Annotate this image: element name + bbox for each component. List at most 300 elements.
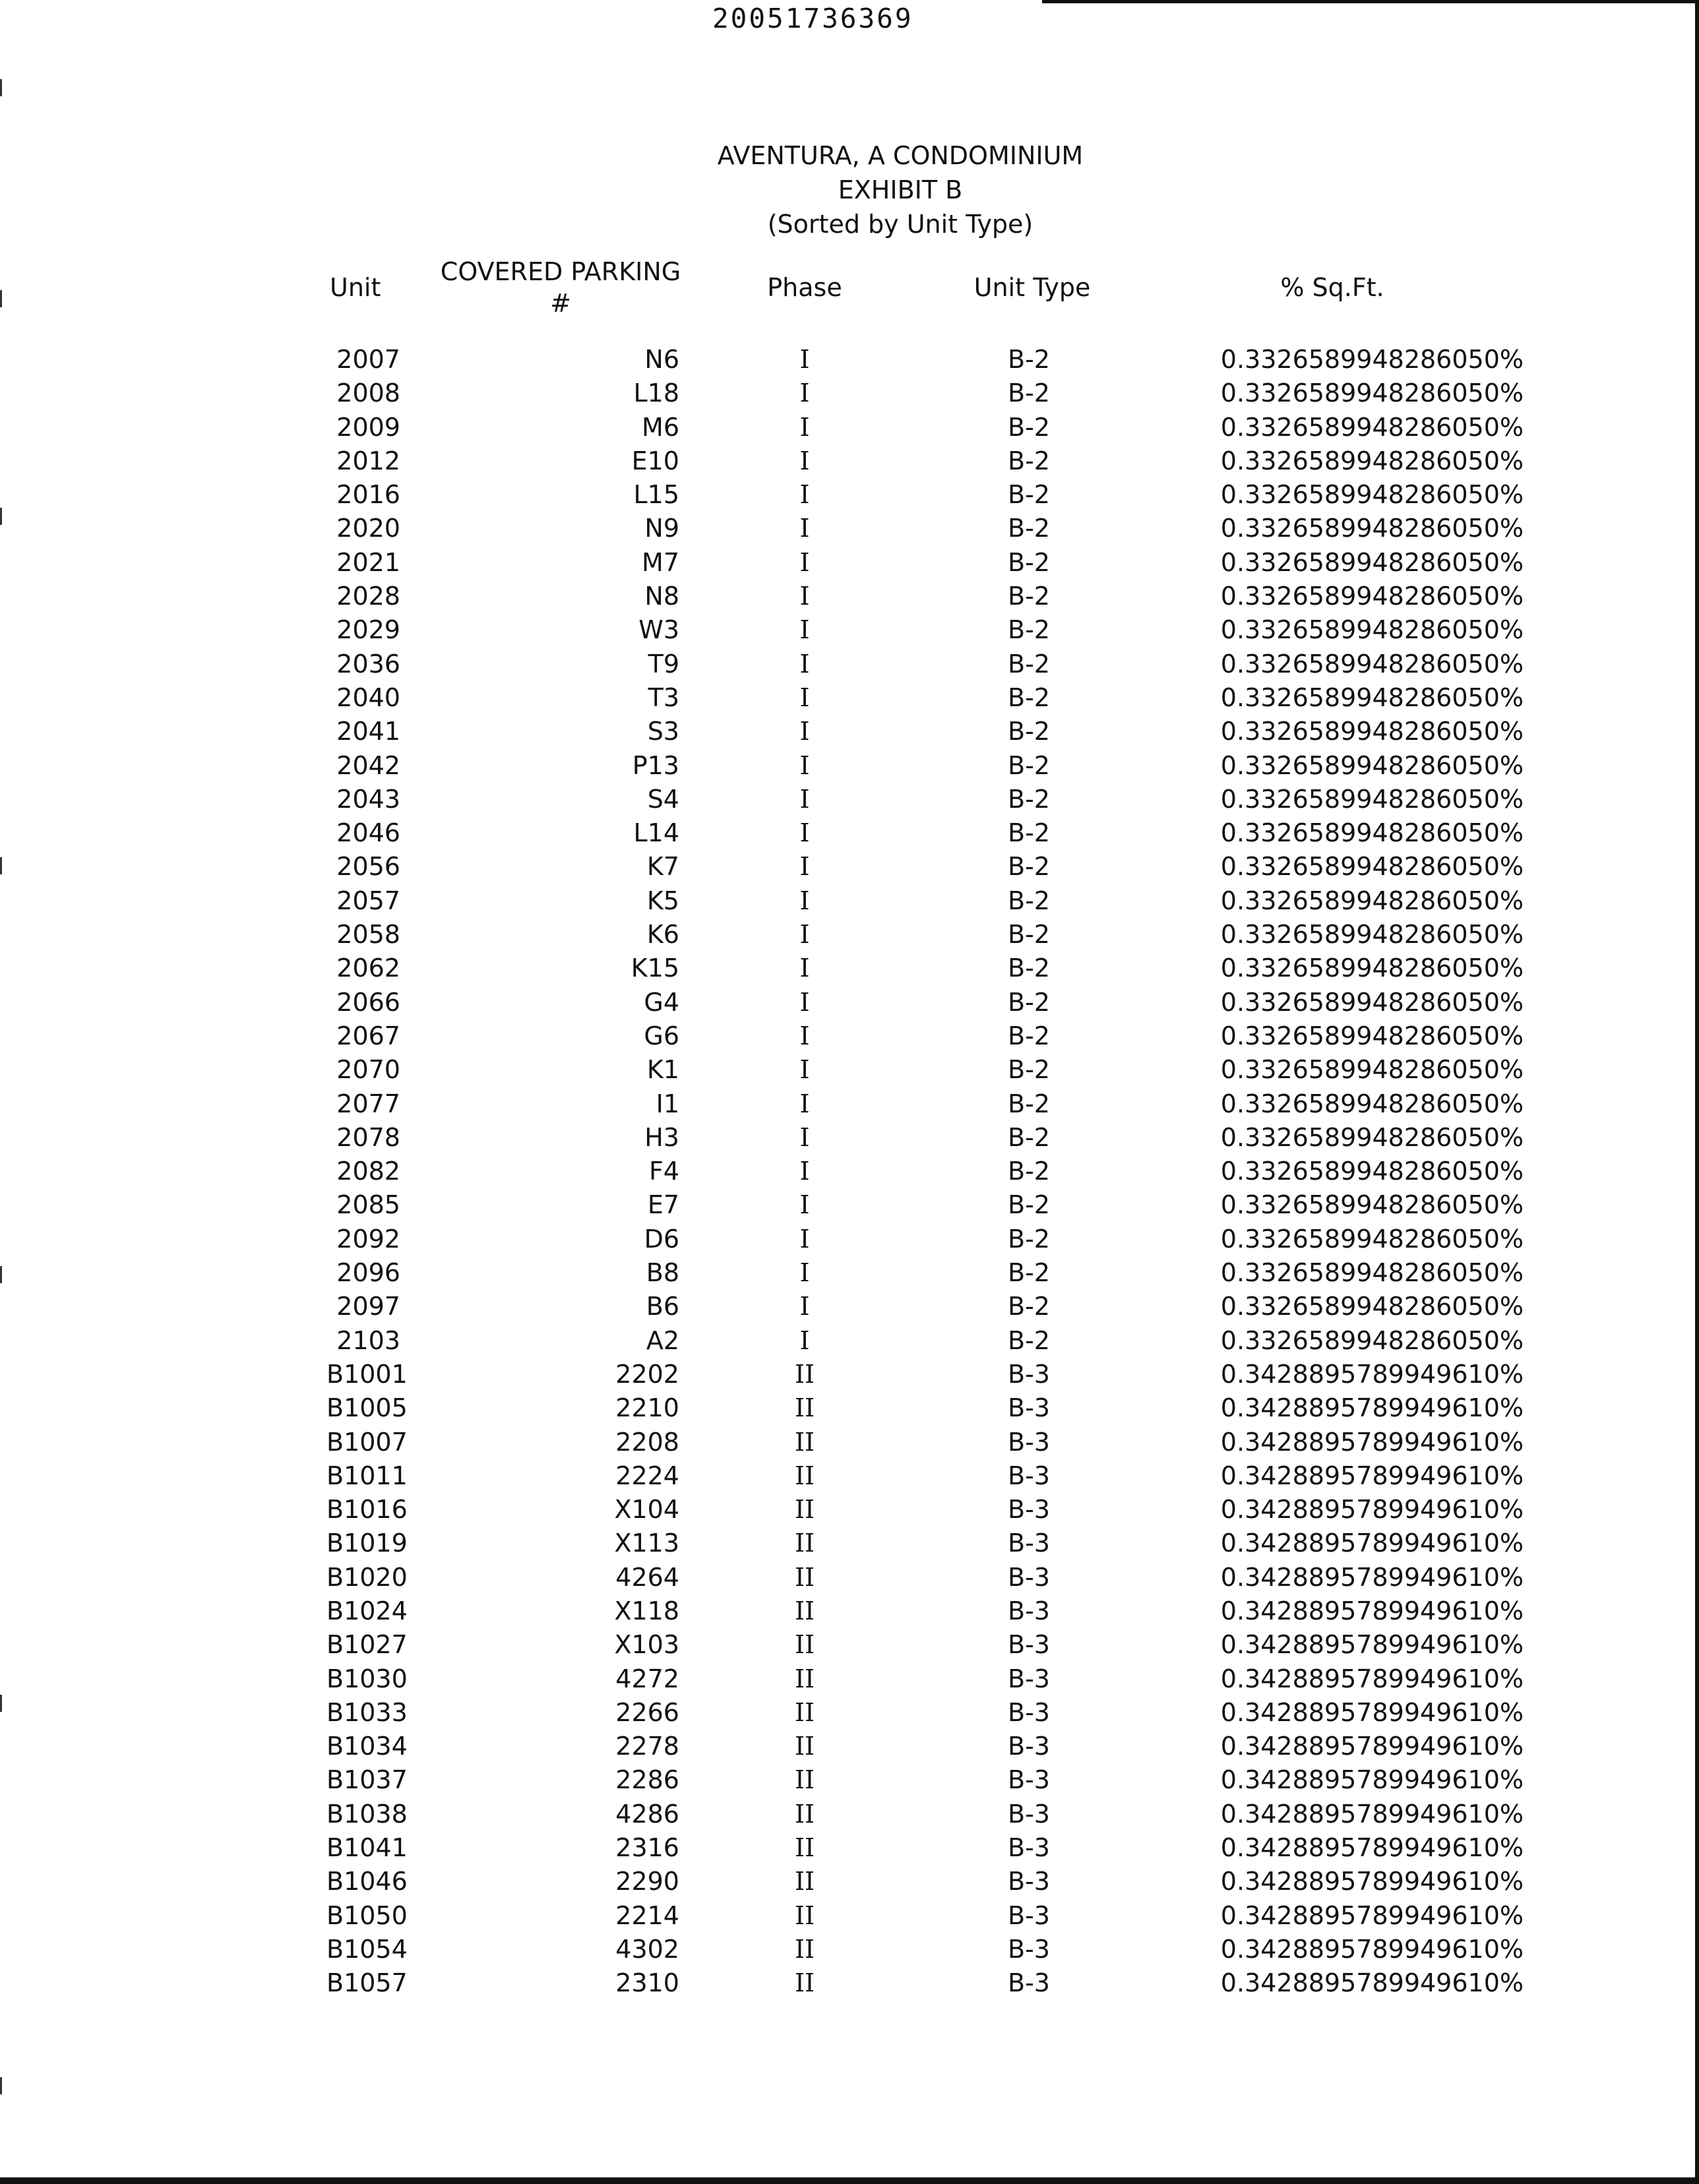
phase-cell: I [799, 784, 810, 814]
pct-sqft-cell: 0.3326589948286050% [1220, 582, 1524, 611]
unit-type-cell: B-2 [1008, 582, 1050, 611]
phase-cell: I [799, 1021, 810, 1050]
phase-cell: II [794, 1596, 815, 1625]
pct-sqft-cell: 0.3428895789949610% [1220, 1495, 1524, 1525]
parking-cell: 2202 [615, 1359, 679, 1389]
phase-cell: II [794, 1697, 815, 1727]
table-row [0, 1358, 1688, 1391]
table-row [0, 749, 1688, 783]
parking-cell: X113 [614, 1529, 679, 1558]
table-row [0, 1155, 1688, 1188]
pct-sqft-cell: 0.3326589948286050% [1220, 784, 1524, 814]
phase-cell: II [794, 1664, 815, 1693]
unit-cell: 2040 [336, 682, 400, 712]
unit-cell: 2096 [336, 1258, 400, 1288]
pct-sqft-cell: 0.3326589948286050% [1220, 1190, 1524, 1220]
pct-sqft-cell: 0.3428895789949610% [1220, 1596, 1524, 1625]
pct-sqft-cell: 0.3326589948286050% [1220, 682, 1524, 712]
unit-type-cell: B-2 [1008, 1258, 1050, 1288]
pct-sqft-cell: 0.3428895789949610% [1220, 1359, 1524, 1389]
parking-cell: B8 [646, 1258, 679, 1288]
phase-cell: II [794, 1495, 815, 1525]
phase-cell: I [799, 717, 810, 746]
document-number: 20051736369 [712, 3, 913, 34]
pct-sqft-cell: 0.3326589948286050% [1220, 1224, 1524, 1254]
unit-type-cell: B-2 [1008, 547, 1050, 577]
pct-sqft-cell: 0.3428895789949610% [1220, 1799, 1524, 1829]
parking-cell: I1 [656, 1089, 679, 1118]
phase-cell: II [794, 1968, 815, 1998]
parking-cell: T3 [648, 682, 679, 712]
unit-table [0, 343, 1688, 2001]
phase-cell: I [799, 547, 810, 577]
phase-cell: I [799, 582, 810, 611]
pct-sqft-cell: 0.3428895789949610% [1220, 1427, 1524, 1457]
unit-cell: 2007 [336, 345, 400, 374]
parking-cell: W3 [638, 615, 679, 645]
pct-sqft-cell: 0.3326589948286050% [1220, 886, 1524, 915]
pct-sqft-cell: 0.3326589948286050% [1220, 412, 1524, 442]
phase-cell: I [799, 379, 810, 408]
table-row [0, 444, 1688, 478]
unit-cell: 2066 [336, 987, 400, 1017]
phase-cell: I [799, 818, 810, 848]
phase-cell: I [799, 1122, 810, 1152]
pct-sqft-cell: 0.3428895789949610% [1220, 1968, 1524, 1998]
parking-cell: N8 [644, 582, 679, 611]
pct-sqft-cell: 0.3326589948286050% [1220, 717, 1524, 746]
title-block [660, 138, 1141, 241]
pct-sqft-cell: 0.3326589948286050% [1220, 1292, 1524, 1321]
unit-cell: 2009 [336, 412, 400, 442]
document-subtitle: EXHIBIT B [838, 175, 963, 204]
parking-cell: 4286 [615, 1799, 679, 1829]
unit-type-cell: B-2 [1008, 1292, 1050, 1321]
table-row [0, 1730, 1688, 1763]
unit-cell: B1024 [326, 1596, 408, 1625]
unit-type-cell: B-2 [1008, 1325, 1050, 1355]
unit-cell: B1057 [326, 1968, 408, 1998]
table-row [0, 1899, 1688, 1933]
pct-sqft-cell: 0.3326589948286050% [1220, 1021, 1524, 1050]
phase-cell: II [794, 1359, 815, 1389]
parking-cell: K7 [646, 852, 679, 882]
phase-cell: I [799, 514, 810, 543]
column-header-unit-type: Unit Type [973, 273, 1091, 302]
scan-edge-mark [0, 79, 2, 96]
parking-cell: 2286 [615, 1765, 679, 1795]
table-row [0, 986, 1688, 1019]
parking-cell: K15 [631, 954, 679, 983]
pct-sqft-cell: 0.3428895789949610% [1220, 1393, 1524, 1423]
parking-cell: 2210 [615, 1393, 679, 1423]
phase-cell: I [799, 615, 810, 645]
phase-cell: I [799, 412, 810, 442]
unit-type-cell: B-2 [1008, 1224, 1050, 1254]
unit-cell: B1034 [326, 1732, 408, 1761]
phase-cell: II [794, 1427, 815, 1457]
phase-cell: I [799, 886, 810, 915]
pct-sqft-cell: 0.3428895789949610% [1220, 1732, 1524, 1761]
unit-type-cell: B-2 [1008, 1089, 1050, 1118]
phase-cell: II [794, 1562, 815, 1592]
pct-sqft-cell: 0.3428895789949610% [1220, 1529, 1524, 1558]
column-header-unit: Unit [330, 273, 381, 302]
pct-sqft-cell: 0.3326589948286050% [1220, 649, 1524, 679]
phase-cell: I [799, 682, 810, 712]
table-row [0, 1053, 1688, 1087]
column-header-parking-line2: # [550, 289, 571, 318]
parking-cell: G4 [644, 987, 679, 1017]
pct-sqft-cell: 0.3428895789949610% [1220, 1461, 1524, 1490]
parking-cell: 2266 [615, 1697, 679, 1727]
parking-cell: 2310 [615, 1968, 679, 1998]
table-row [0, 1121, 1688, 1155]
unit-cell: 2012 [336, 446, 400, 475]
unit-cell: B1007 [326, 1427, 408, 1457]
unit-cell: B1037 [326, 1765, 408, 1795]
parking-cell: A2 [646, 1325, 679, 1355]
unit-cell: B1001 [326, 1359, 408, 1389]
unit-cell: 2070 [336, 1055, 400, 1085]
unit-type-cell: B-2 [1008, 682, 1050, 712]
pct-sqft-cell: 0.3428895789949610% [1220, 1562, 1524, 1592]
table-row [0, 918, 1688, 952]
unit-cell: 2056 [336, 852, 400, 882]
unit-cell: 2020 [336, 514, 400, 543]
table-row [0, 1696, 1688, 1730]
pct-sqft-cell: 0.3326589948286050% [1220, 480, 1524, 510]
pct-sqft-cell: 0.3326589948286050% [1220, 920, 1524, 950]
unit-type-cell: B-3 [1008, 1732, 1050, 1761]
table-row [0, 1527, 1688, 1560]
phase-cell: I [799, 750, 810, 780]
table-row [0, 816, 1688, 850]
pct-sqft-cell: 0.3428895789949610% [1220, 1900, 1524, 1930]
parking-cell: E10 [631, 446, 679, 475]
table-row [0, 1188, 1688, 1222]
unit-type-cell: B-3 [1008, 1495, 1050, 1525]
parking-cell: 2208 [615, 1427, 679, 1457]
phase-cell: I [799, 954, 810, 983]
table-row [0, 648, 1688, 681]
right-border-line [1695, 0, 1699, 2184]
scan-edge-mark [0, 290, 2, 307]
table-row [0, 1426, 1688, 1459]
parking-cell: 2278 [615, 1732, 679, 1761]
table-row [0, 783, 1688, 816]
unit-type-cell: B-3 [1008, 1900, 1050, 1930]
phase-cell: II [794, 1833, 815, 1863]
parking-cell: P13 [632, 750, 679, 780]
parking-cell: N9 [644, 514, 679, 543]
unit-type-cell: B-3 [1008, 1461, 1050, 1490]
table-row [0, 1019, 1688, 1053]
table-row [0, 1831, 1688, 1865]
pct-sqft-cell: 0.3326589948286050% [1220, 852, 1524, 882]
unit-type-cell: B-2 [1008, 920, 1050, 950]
unit-type-cell: B-2 [1008, 717, 1050, 746]
parking-cell: 2224 [615, 1461, 679, 1490]
unit-cell: 2036 [336, 649, 400, 679]
unit-cell: B1016 [326, 1495, 408, 1525]
parking-cell: L15 [633, 480, 679, 510]
parking-cell: G6 [644, 1021, 679, 1050]
table-row [0, 681, 1688, 715]
table-row [0, 1662, 1688, 1696]
unit-type-cell: B-3 [1008, 1833, 1050, 1863]
parking-cell: N6 [644, 345, 679, 374]
phase-cell: I [799, 1089, 810, 1118]
pct-sqft-cell: 0.3326589948286050% [1220, 547, 1524, 577]
unit-type-cell: B-3 [1008, 1596, 1050, 1625]
unit-type-cell: B-3 [1008, 1630, 1050, 1660]
table-row [0, 1763, 1688, 1797]
parking-cell: E7 [647, 1190, 679, 1220]
unit-type-cell: B-3 [1008, 1968, 1050, 1998]
parking-cell: 4302 [615, 1934, 679, 1964]
phase-cell: I [799, 1258, 810, 1288]
unit-type-cell: B-2 [1008, 615, 1050, 645]
unit-cell: B1020 [326, 1562, 408, 1592]
unit-cell: 2077 [336, 1089, 400, 1118]
pct-sqft-cell: 0.3326589948286050% [1220, 615, 1524, 645]
parking-cell: K1 [646, 1055, 679, 1085]
column-header-covered-parking [429, 256, 693, 319]
pct-sqft-cell: 0.3326589948286050% [1220, 750, 1524, 780]
unit-type-cell: B-3 [1008, 1867, 1050, 1896]
unit-cell: 2016 [336, 480, 400, 510]
parking-cell: T9 [648, 649, 679, 679]
unit-cell: 2042 [336, 750, 400, 780]
table-row [0, 411, 1688, 444]
parking-cell: L14 [633, 818, 679, 848]
unit-type-cell: B-2 [1008, 784, 1050, 814]
parking-cell: 4264 [615, 1562, 679, 1592]
phase-cell: II [794, 1900, 815, 1930]
pct-sqft-cell: 0.3326589948286050% [1220, 1258, 1524, 1288]
pct-sqft-cell: 0.3326589948286050% [1220, 379, 1524, 408]
parking-cell: 2290 [615, 1867, 679, 1896]
pct-sqft-cell: 0.3326589948286050% [1220, 345, 1524, 374]
phase-cell: I [799, 920, 810, 950]
column-header-phase: Phase [767, 273, 842, 302]
column-header-parking-line1: COVERED PARKING [440, 257, 681, 286]
table-row [0, 1324, 1688, 1358]
unit-cell: B1050 [326, 1900, 408, 1930]
pct-sqft-cell: 0.3326589948286050% [1220, 1157, 1524, 1186]
unit-type-cell: B-2 [1008, 818, 1050, 848]
table-row [0, 1933, 1688, 1966]
pct-sqft-cell: 0.3428895789949610% [1220, 1697, 1524, 1727]
unit-cell: 2085 [336, 1190, 400, 1220]
pct-sqft-cell: 0.3326589948286050% [1220, 1122, 1524, 1152]
unit-cell: 2097 [336, 1292, 400, 1321]
unit-type-cell: B-2 [1008, 446, 1050, 475]
phase-cell: I [799, 852, 810, 882]
table-row [0, 1594, 1688, 1628]
parking-cell: F4 [648, 1157, 679, 1186]
unit-type-cell: B-2 [1008, 345, 1050, 374]
unit-cell: B1041 [326, 1833, 408, 1863]
phase-cell: I [799, 1190, 810, 1220]
parking-cell: B6 [646, 1292, 679, 1321]
parking-cell: M6 [642, 412, 679, 442]
pct-sqft-cell: 0.3326589948286050% [1220, 1055, 1524, 1085]
phase-cell: II [794, 1461, 815, 1490]
unit-type-cell: B-3 [1008, 1393, 1050, 1423]
unit-cell: 2082 [336, 1157, 400, 1186]
unit-type-cell: B-3 [1008, 1697, 1050, 1727]
table-row [0, 1966, 1688, 2000]
unit-type-cell: B-2 [1008, 1190, 1050, 1220]
parking-cell: S3 [647, 717, 679, 746]
phase-cell: I [799, 345, 810, 374]
table-row [0, 1391, 1688, 1425]
unit-cell: 2067 [336, 1021, 400, 1050]
pct-sqft-cell: 0.3428895789949610% [1220, 1867, 1524, 1896]
table-row [0, 1256, 1688, 1290]
unit-type-cell: B-2 [1008, 1055, 1050, 1085]
document-title: AVENTURA, A CONDOMINIUM [717, 141, 1084, 170]
phase-cell: II [794, 1630, 815, 1660]
unit-cell: 2043 [336, 784, 400, 814]
table-row [0, 1087, 1688, 1121]
unit-type-cell: B-2 [1008, 649, 1050, 679]
table-row [0, 1628, 1688, 1662]
unit-type-cell: B-2 [1008, 886, 1050, 915]
top-border-line [1042, 0, 1699, 3]
table-row [0, 1223, 1688, 1256]
table-row [0, 1493, 1688, 1527]
table-row [0, 478, 1688, 512]
table-row [0, 1290, 1688, 1323]
unit-type-cell: B-3 [1008, 1799, 1050, 1829]
table-row [0, 884, 1688, 918]
unit-cell: 2028 [336, 582, 400, 611]
unit-type-cell: B-2 [1008, 514, 1050, 543]
pct-sqft-cell: 0.3326589948286050% [1220, 1089, 1524, 1118]
unit-cell: 2029 [336, 615, 400, 645]
pct-sqft-cell: 0.3428895789949610% [1220, 1664, 1524, 1693]
parking-cell: X103 [614, 1630, 679, 1660]
phase-cell: I [799, 1224, 810, 1254]
bottom-border-line [0, 2177, 1699, 2184]
pct-sqft-cell: 0.3326589948286050% [1220, 1325, 1524, 1355]
unit-type-cell: B-2 [1008, 412, 1050, 442]
unit-cell: 2046 [336, 818, 400, 848]
unit-cell: B1030 [326, 1664, 408, 1693]
unit-type-cell: B-2 [1008, 852, 1050, 882]
unit-cell: 2103 [336, 1325, 400, 1355]
table-row [0, 952, 1688, 985]
phase-cell: II [794, 1799, 815, 1829]
unit-cell: 2078 [336, 1122, 400, 1152]
phase-cell: I [799, 987, 810, 1017]
table-row [0, 715, 1688, 748]
pct-sqft-cell: 0.3326589948286050% [1220, 987, 1524, 1017]
parking-cell: K5 [646, 886, 679, 915]
unit-type-cell: B-2 [1008, 750, 1050, 780]
phase-cell: I [799, 1157, 810, 1186]
unit-cell: B1038 [326, 1799, 408, 1829]
unit-cell: 2058 [336, 920, 400, 950]
unit-cell: B1046 [326, 1867, 408, 1896]
unit-cell: 2041 [336, 717, 400, 746]
table-row [0, 343, 1688, 377]
pct-sqft-cell: 0.3428895789949610% [1220, 1833, 1524, 1863]
phase-cell: II [794, 1529, 815, 1558]
phase-cell: II [794, 1393, 815, 1423]
table-row [0, 1865, 1688, 1898]
unit-cell: 2021 [336, 547, 400, 577]
unit-cell: 2092 [336, 1224, 400, 1254]
pct-sqft-cell: 0.3428895789949610% [1220, 1934, 1524, 1964]
phase-cell: II [794, 1765, 815, 1795]
parking-cell: S4 [647, 784, 679, 814]
phase-cell: I [799, 649, 810, 679]
table-row [0, 512, 1688, 545]
unit-type-cell: B-3 [1008, 1664, 1050, 1693]
table-row [0, 613, 1688, 647]
table-row [0, 377, 1688, 410]
unit-type-cell: B-3 [1008, 1934, 1050, 1964]
unit-type-cell: B-2 [1008, 1021, 1050, 1050]
parking-cell: M7 [642, 547, 679, 577]
pct-sqft-cell: 0.3428895789949610% [1220, 1630, 1524, 1660]
unit-type-cell: B-3 [1008, 1765, 1050, 1795]
unit-cell: B1033 [326, 1697, 408, 1727]
unit-cell: B1027 [326, 1630, 408, 1660]
parking-cell: 2214 [615, 1900, 679, 1930]
unit-type-cell: B-3 [1008, 1359, 1050, 1389]
pct-sqft-cell: 0.3326589948286050% [1220, 514, 1524, 543]
phase-cell: II [794, 1934, 815, 1964]
unit-cell: B1019 [326, 1529, 408, 1558]
parking-cell: L18 [633, 379, 679, 408]
unit-cell: B1011 [326, 1461, 408, 1490]
unit-type-cell: B-3 [1008, 1529, 1050, 1558]
pct-sqft-cell: 0.3428895789949610% [1220, 1765, 1524, 1795]
phase-cell: I [799, 480, 810, 510]
parking-cell: K6 [646, 920, 679, 950]
table-row [0, 850, 1688, 884]
unit-cell: 2062 [336, 954, 400, 983]
phase-cell: I [799, 446, 810, 475]
table-row [0, 1561, 1688, 1594]
parking-cell: H3 [644, 1122, 679, 1152]
unit-type-cell: B-2 [1008, 1122, 1050, 1152]
phase-cell: II [794, 1867, 815, 1896]
table-row [0, 1459, 1688, 1493]
scan-edge-mark [0, 2077, 2, 2094]
pct-sqft-cell: 0.3326589948286050% [1220, 446, 1524, 475]
unit-cell: 2008 [336, 379, 400, 408]
pct-sqft-cell: 0.3326589948286050% [1220, 954, 1524, 983]
sort-note: (Sorted by Unit Type) [767, 210, 1034, 239]
unit-type-cell: B-2 [1008, 954, 1050, 983]
unit-cell: 2057 [336, 886, 400, 915]
phase-cell: I [799, 1292, 810, 1321]
parking-cell: X118 [614, 1596, 679, 1625]
column-header-pct-sqft: % Sq.Ft. [1280, 273, 1384, 302]
unit-type-cell: B-2 [1008, 987, 1050, 1017]
parking-cell: D6 [644, 1224, 679, 1254]
parking-cell: 2316 [615, 1833, 679, 1863]
unit-cell: B1054 [326, 1934, 408, 1964]
pct-sqft-cell: 0.3326589948286050% [1220, 818, 1524, 848]
unit-cell: B1005 [326, 1393, 408, 1423]
